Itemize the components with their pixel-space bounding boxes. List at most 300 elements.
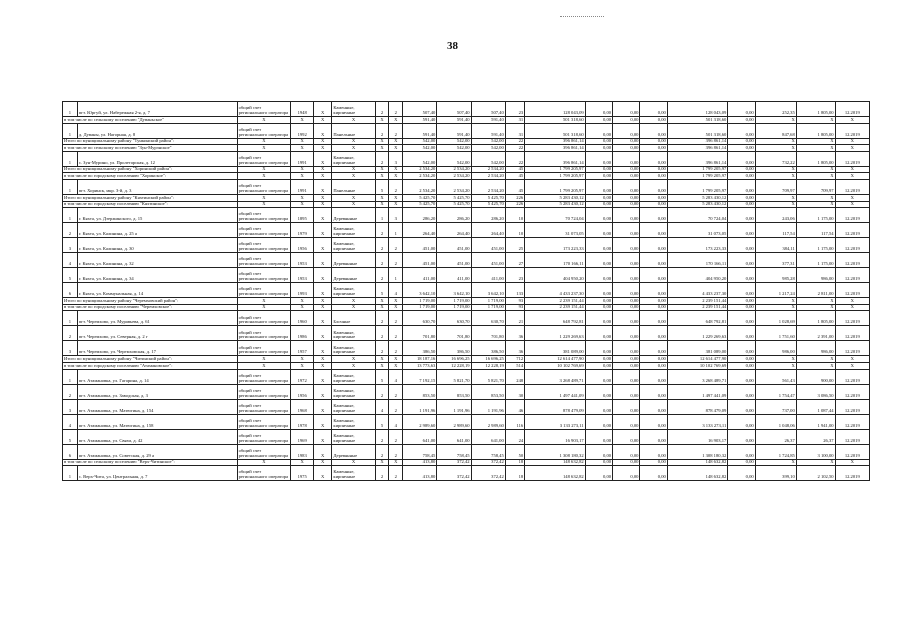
- subtotal-label: в том числе по городскому поселению "Атамановское":: [63, 362, 238, 369]
- fund-local: 0,00: [640, 399, 667, 414]
- fund-regional: 0,00: [613, 466, 640, 481]
- address: пгт. Юргуй, ул. Набережная 2-я, д. 7: [77, 102, 237, 117]
- area-living: 2 989,60: [437, 414, 471, 429]
- area-total: 853,50: [403, 384, 437, 399]
- cost-total: 128 043,09: [525, 102, 585, 117]
- area-owned: 451,00: [471, 238, 505, 253]
- entrances: X: [389, 362, 403, 369]
- area-living: 853,50: [437, 384, 471, 399]
- wall-material: Каменные, кирпичные: [332, 326, 375, 341]
- cost-total: 10 102 769,69: [525, 362, 585, 369]
- unit-cost-limit: 1 805,00: [796, 123, 835, 138]
- area-owned: 853,50: [471, 384, 505, 399]
- build-year: 1991: [291, 179, 314, 194]
- fund-type: X: [237, 166, 291, 173]
- area-total: 5 425,70: [403, 201, 437, 208]
- area-owned: 16 696,25: [471, 356, 505, 363]
- commissioning-year: X: [314, 117, 332, 124]
- fund-local: 0,00: [640, 123, 667, 138]
- fund-federal: 0,00: [585, 356, 612, 363]
- fund-regional: 0,00: [613, 208, 640, 223]
- fund-owners: 1 799 205,97: [667, 179, 727, 194]
- fund-federal: 0,00: [585, 138, 612, 145]
- area-living: 701,80: [437, 326, 471, 341]
- fund-owners: 148 632,82: [667, 466, 727, 481]
- entrances: 2: [389, 466, 403, 481]
- floors: 5: [375, 283, 389, 298]
- fund-federal: 0,00: [585, 201, 612, 208]
- table-row: [63, 223, 870, 238]
- fund-other: 0,00: [728, 283, 755, 298]
- fund-other: 0,00: [728, 459, 755, 466]
- fund-owners: 396 861,14: [667, 145, 727, 152]
- unit-cost-limit: X: [796, 356, 835, 363]
- row-number: 1: [63, 179, 78, 194]
- area-total: 1 719,00: [403, 304, 437, 311]
- unit-cost-limit: X: [796, 362, 835, 369]
- entrances: 2: [389, 179, 403, 194]
- floors: X: [375, 201, 389, 208]
- area-living: 630,70: [437, 311, 471, 326]
- entrances: X: [389, 356, 403, 363]
- residents: 46: [505, 399, 524, 414]
- area-total: 7 192,15: [403, 369, 437, 384]
- residents: 31: [505, 117, 524, 124]
- unit-cost-limit: 2 391,00: [796, 326, 835, 341]
- fund-local: 0,00: [640, 356, 667, 363]
- build-year: 1979: [291, 223, 314, 238]
- unit-cost-limit: 2 811,00: [796, 283, 835, 298]
- fund-owners: 70 724,04: [667, 208, 727, 223]
- address: пгт. Атамановка, ул. Гагарина, д. 14: [77, 369, 237, 384]
- fund-other: 0,00: [728, 362, 755, 369]
- commissioning-year: X: [314, 268, 332, 283]
- subtotal-label: в том числе по городскому поселению "Кяхтинское":: [63, 201, 238, 208]
- fund-regional: 0,00: [613, 238, 640, 253]
- floors: 2: [375, 466, 389, 481]
- fund-federal: 0,00: [585, 194, 612, 201]
- area-living: 1 719,00: [437, 304, 471, 311]
- unit-cost-limit: 2 102,50: [796, 466, 835, 481]
- unit-cost: 732,22: [755, 151, 796, 166]
- fund-regional: 0,00: [613, 341, 640, 356]
- build-year: 1953: [291, 253, 314, 268]
- build-year: X: [291, 173, 314, 180]
- fund-other: 0,00: [728, 253, 755, 268]
- area-total: 13 773,63: [403, 362, 437, 369]
- fund-regional: 0,00: [613, 223, 640, 238]
- fund-regional: 0,00: [613, 459, 640, 466]
- unit-cost: 986,00: [755, 341, 796, 356]
- row-number: 2: [63, 384, 78, 399]
- fund-local: 0,00: [640, 298, 667, 305]
- residents: 21: [505, 311, 524, 326]
- wall-material: Каменные, кирпичные: [332, 414, 375, 429]
- fund-federal: 0,00: [585, 466, 612, 481]
- fund-type: X: [237, 145, 291, 152]
- row-number: 2: [63, 326, 78, 341]
- residents: 93: [505, 304, 524, 311]
- entrances: 1: [389, 223, 403, 238]
- subtotal-label: в том числе по городскому поселению "Черемховское":: [63, 304, 238, 311]
- fund-federal: 0,00: [585, 117, 612, 124]
- fund-type: общий счет регионального оператора: [237, 223, 291, 238]
- commissioning-year: X: [314, 429, 332, 444]
- residents: 25: [505, 238, 524, 253]
- completion-date: 12.2019: [835, 151, 869, 166]
- fund-federal: 0,00: [585, 253, 612, 268]
- row-number: 5: [63, 268, 78, 283]
- area-owned: 542,00: [471, 138, 505, 145]
- area-living: 542,00: [437, 138, 471, 145]
- wall-material: X: [332, 166, 375, 173]
- fund-federal: 0,00: [585, 208, 612, 223]
- fund-owners: 396 861,14: [667, 151, 727, 166]
- commissioning-year: X: [314, 326, 332, 341]
- floors: X: [375, 138, 389, 145]
- fund-regional: 0,00: [613, 201, 640, 208]
- floors: 2: [375, 311, 389, 326]
- wall-material: X: [332, 362, 375, 369]
- fund-owners: 5 283 430,12: [667, 201, 727, 208]
- row-number: 1: [63, 369, 78, 384]
- fund-regional: 0,00: [613, 356, 640, 363]
- fund-federal: 0,00: [585, 444, 612, 459]
- fund-type: общий счет регионального оператора: [237, 384, 291, 399]
- cost-total: 2 239 151,44: [525, 298, 585, 305]
- commissioning-year: X: [314, 145, 332, 152]
- entrances: 4: [389, 283, 403, 298]
- unit-cost-limit: X: [796, 201, 835, 208]
- table-row: [63, 444, 870, 459]
- fund-type: X: [237, 117, 291, 124]
- address: г. Кяхта, ул. Калинина, д. 34: [77, 268, 237, 283]
- subtotal-label: в том числе по сельскому поселению "Зун-Мурэнское": [63, 145, 238, 152]
- area-owned: 591,40: [471, 117, 505, 124]
- unit-cost-limit: 1 805,00: [796, 151, 835, 166]
- table-row: [63, 102, 870, 117]
- fund-type: общий счет регионального оператора: [237, 414, 291, 429]
- residents: 31: [505, 123, 524, 138]
- fund-federal: 0,00: [585, 429, 612, 444]
- unit-cost-limit: X: [796, 298, 835, 305]
- floors: 2: [375, 384, 389, 399]
- area-living: 5 425,70: [437, 201, 471, 208]
- fund-regional: 0,00: [613, 444, 640, 459]
- completion-date: 12.2019: [835, 311, 869, 326]
- fund-other: 0,00: [728, 145, 755, 152]
- fund-federal: 0,00: [585, 283, 612, 298]
- unit-cost-limit: 1 805,00: [796, 102, 835, 117]
- cost-total: 1 799 205,97: [525, 166, 585, 173]
- area-living: 451,00: [437, 253, 471, 268]
- unit-cost: 737,00: [755, 399, 796, 414]
- fund-federal: 0,00: [585, 179, 612, 194]
- unit-cost: 709,97: [755, 179, 796, 194]
- fund-type: X: [237, 362, 291, 369]
- unit-cost: X: [755, 145, 796, 152]
- fund-local: 0,00: [640, 151, 667, 166]
- fund-local: 0,00: [640, 223, 667, 238]
- build-year: 1991: [291, 151, 314, 166]
- wall-material: Деревянные: [332, 444, 375, 459]
- table-row: [63, 238, 870, 253]
- cost-total: 1 308 180,32: [525, 444, 585, 459]
- row-number: 1: [63, 151, 78, 166]
- wall-material: X: [332, 356, 375, 363]
- fund-other: 0,00: [728, 151, 755, 166]
- residents: 45: [505, 179, 524, 194]
- commissioning-year: X: [314, 179, 332, 194]
- subtotal-label: Итого по муниципальному району "Хоринский район":: [63, 166, 238, 173]
- wall-material: Каменные, кирпичные: [332, 341, 375, 356]
- fund-other: 0,00: [728, 268, 755, 283]
- area-total: 2 534,20: [403, 166, 437, 173]
- cost-total: 173 223,33: [525, 238, 585, 253]
- subtotal-row: [63, 117, 870, 124]
- area-total: 542,00: [403, 145, 437, 152]
- area-owned: 507,40: [471, 102, 505, 117]
- area-living: 591,40: [437, 117, 471, 124]
- floors: 2: [375, 268, 389, 283]
- unit-cost: X: [755, 459, 796, 466]
- subtotal-row: [63, 356, 870, 363]
- build-year: 1983: [291, 444, 314, 459]
- entrances: 2: [389, 399, 403, 414]
- fund-regional: 0,00: [613, 145, 640, 152]
- area-owned: 2 989,60: [471, 414, 505, 429]
- completion-date: X: [835, 201, 869, 208]
- subtotal-row: [63, 138, 870, 145]
- fund-local: 0,00: [640, 429, 667, 444]
- fund-local: 0,00: [640, 369, 667, 384]
- build-year: 1960: [291, 311, 314, 326]
- wall-material: Деревянные: [332, 253, 375, 268]
- fund-owners: 2 239 151,44: [667, 304, 727, 311]
- fund-other: 0,00: [728, 117, 755, 124]
- wall-material: X: [332, 117, 375, 124]
- commissioning-year: X: [314, 253, 332, 268]
- fund-federal: 0,00: [585, 362, 612, 369]
- fund-owners: 3 268 489,71: [667, 369, 727, 384]
- commissioning-year: X: [314, 123, 332, 138]
- fund-federal: 0,00: [585, 238, 612, 253]
- fund-local: 0,00: [640, 238, 667, 253]
- address: г. Кяхта, ул. Калинина, д. 32: [77, 253, 237, 268]
- unit-cost: 1 724,85: [755, 444, 796, 459]
- residents: 22: [505, 145, 524, 152]
- fund-local: 0,00: [640, 194, 667, 201]
- commissioning-year: X: [314, 399, 332, 414]
- fund-federal: 0,00: [585, 326, 612, 341]
- fund-federal: 0,00: [585, 102, 612, 117]
- fund-other: 0,00: [728, 384, 755, 399]
- unit-cost: 1 028,69: [755, 311, 796, 326]
- fund-regional: 0,00: [613, 326, 640, 341]
- entrances: X: [389, 166, 403, 173]
- build-year: 1956: [291, 384, 314, 399]
- table-row: [63, 429, 870, 444]
- table-row: [63, 341, 870, 356]
- row-number: 1: [63, 311, 78, 326]
- residents: 18: [505, 459, 524, 466]
- wall-material: Каменные, кирпичные: [332, 384, 375, 399]
- area-owned: 1 719,00: [471, 304, 505, 311]
- build-year: 1975: [291, 466, 314, 481]
- area-living: 5 821,70: [437, 369, 471, 384]
- subtotal-row: [63, 166, 870, 173]
- area-owned: 542,00: [471, 151, 505, 166]
- floors: 2: [375, 102, 389, 117]
- residents: 93: [505, 298, 524, 305]
- fund-type: общий счет регионального оператора: [237, 466, 291, 481]
- area-living: 264,40: [437, 223, 471, 238]
- cost-total: 404 950,20: [525, 268, 585, 283]
- cost-total: 381 089,00: [525, 341, 585, 356]
- unit-cost: X: [755, 362, 796, 369]
- page-number: 38: [447, 40, 458, 52]
- area-owned: 3 642,10: [471, 283, 505, 298]
- address: пгт. Черемхово, ул. Черемховская, д. 17: [77, 341, 237, 356]
- fund-owners: 404 950,20: [667, 268, 727, 283]
- area-owned: 2 534,20: [471, 166, 505, 173]
- cost-total: 501 318,60: [525, 123, 585, 138]
- fund-owners: 5 283 430,12: [667, 194, 727, 201]
- build-year: X: [291, 304, 314, 311]
- area-owned: 372,42: [471, 466, 505, 481]
- wall-material: X: [332, 173, 375, 180]
- build-year: X: [291, 166, 314, 173]
- row-number: 4: [63, 253, 78, 268]
- fund-regional: 0,00: [613, 414, 640, 429]
- wall-material: Каменные, кирпичные: [332, 429, 375, 444]
- subtotal-label: Итого по муниципальному району "Кяхтинский район":: [63, 194, 238, 201]
- completion-date: 12.2019: [835, 123, 869, 138]
- entrances: 2: [389, 429, 403, 444]
- cost-total: 1 799 205,97: [525, 179, 585, 194]
- row-number: 3: [63, 238, 78, 253]
- build-year: 1978: [291, 414, 314, 429]
- wall-material: Каменные, кирпичные: [332, 466, 375, 481]
- cost-total: 396 861,14: [525, 145, 585, 152]
- fund-other: 0,00: [728, 201, 755, 208]
- entrances: X: [389, 201, 403, 208]
- residents: 23: [505, 268, 524, 283]
- wall-material: X: [332, 304, 375, 311]
- area-total: 451,00: [403, 253, 437, 268]
- commissioning-year: X: [314, 369, 332, 384]
- unit-cost: 399,10: [755, 466, 796, 481]
- fund-local: 0,00: [640, 201, 667, 208]
- completion-date: 12.2019: [835, 253, 869, 268]
- build-year: 1969: [291, 429, 314, 444]
- floors: X: [375, 166, 389, 173]
- wall-material: Каменные, кирпичные: [332, 151, 375, 166]
- entrances: 2: [389, 444, 403, 459]
- fund-type: общий счет регионального оператора: [237, 268, 291, 283]
- floors: 2: [375, 341, 389, 356]
- fund-owners: 170 166,11: [667, 253, 727, 268]
- area-living: 641,00: [437, 429, 471, 444]
- unit-cost-limit: 986,00: [796, 341, 835, 356]
- unit-cost-limit: 1 175,00: [796, 253, 835, 268]
- table-row: [63, 414, 870, 429]
- commissioning-year: X: [314, 173, 332, 180]
- completion-date: 12.2019: [835, 399, 869, 414]
- fund-regional: 0,00: [613, 179, 640, 194]
- area-total: 18 187,16: [403, 356, 437, 363]
- completion-date: X: [835, 298, 869, 305]
- cost-total: 501 318,60: [525, 117, 585, 124]
- commissioning-year: X: [314, 102, 332, 117]
- unit-cost: 252,35: [755, 102, 796, 117]
- completion-date: X: [835, 304, 869, 311]
- table-row: [63, 151, 870, 166]
- table-row: [63, 326, 870, 341]
- fund-regional: 0,00: [613, 311, 640, 326]
- commissioning-year: X: [314, 341, 332, 356]
- floors: 2: [375, 123, 389, 138]
- floors: 2: [375, 253, 389, 268]
- fund-owners: 1 308 180,32: [667, 444, 727, 459]
- commissioning-year: X: [314, 444, 332, 459]
- commissioning-year: X: [314, 298, 332, 305]
- unit-cost: X: [755, 117, 796, 124]
- fund-other: 0,00: [728, 173, 755, 180]
- fund-type: X: [237, 298, 291, 305]
- area-total: 451,00: [403, 238, 437, 253]
- unit-cost-limit: 117,54: [796, 223, 835, 238]
- address: пгт. Атамановка, ул. Связи, д. 42: [77, 429, 237, 444]
- fund-other: 0,00: [728, 123, 755, 138]
- subtotal-row: [63, 298, 870, 305]
- completion-date: 12.2019: [835, 283, 869, 298]
- residents: 248: [505, 369, 524, 384]
- fund-owners: 148 632,82: [667, 459, 727, 466]
- row-number: 6: [63, 283, 78, 298]
- row-number: 2: [63, 223, 78, 238]
- entrances: 2: [389, 326, 403, 341]
- area-owned: 411,00: [471, 268, 505, 283]
- fund-regional: 0,00: [613, 384, 640, 399]
- fund-type: общий счет регионального оператора: [237, 208, 291, 223]
- address: д. Дуваны, ул. Нагорная, д. 8: [77, 123, 237, 138]
- floors: 5: [375, 414, 389, 429]
- floors: 2: [375, 326, 389, 341]
- subtotal-label: Итого по муниципальному району "Читинский район":: [63, 356, 238, 363]
- address: пгт. Хоринск, мкр. 3-й, д. 3: [77, 179, 237, 194]
- subtotal-row: [63, 362, 870, 369]
- residents: 133: [505, 283, 524, 298]
- wall-material: Панельные: [332, 123, 375, 138]
- fund-type: X: [237, 356, 291, 363]
- unit-cost-limit: X: [796, 166, 835, 173]
- fund-other: 0,00: [728, 102, 755, 117]
- area-owned: 5 821,70: [471, 369, 505, 384]
- fund-regional: 0,00: [613, 173, 640, 180]
- fund-owners: 16 903,17: [667, 429, 727, 444]
- area-living: 372,42: [437, 466, 471, 481]
- fund-other: 0,00: [728, 166, 755, 173]
- area-living: 451,00: [437, 238, 471, 253]
- unit-cost: 243,06: [755, 208, 796, 223]
- area-living: 12 228,19: [437, 362, 471, 369]
- completion-date: X: [835, 194, 869, 201]
- subtotal-label: в том числе по городскому поселению "Хоринское":: [63, 173, 238, 180]
- fund-local: 0,00: [640, 311, 667, 326]
- completion-date: X: [835, 166, 869, 173]
- build-year: 1993: [291, 283, 314, 298]
